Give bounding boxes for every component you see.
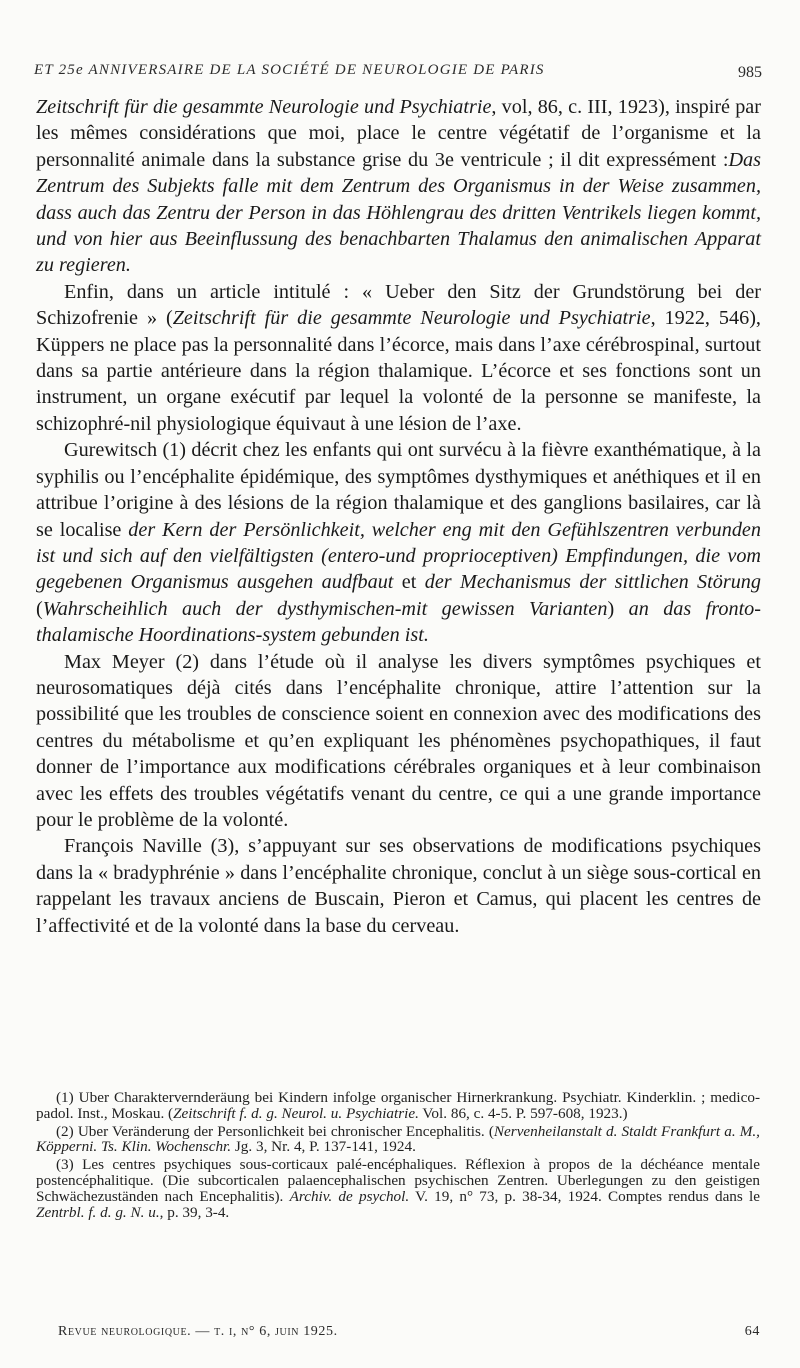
german-quote: an das fronto-thalamische Hoordinations-system gebunden ist. xyxy=(36,597,762,647)
footnote-text: (2) Uber Veränderung der Personlichkeit bei chronischer Encephalitis. ( xyxy=(56,1122,494,1140)
journal-footer: Revue neurologique. — t. i, n° 6, juin 1925. xyxy=(58,1324,338,1339)
footnotes xyxy=(36,1090,760,1222)
signature-mark: 64 xyxy=(744,1324,760,1339)
footnote-1 xyxy=(36,1090,760,1122)
paragraph-gurewitsch xyxy=(36,437,761,648)
german-quote: Wahrscheihlich auch der dysthymischen-mit gewissen Varianten xyxy=(42,597,608,620)
paragraph-text: Gurewitsch (1) décrit chez les enfants qui ont survécu à la fièvre exanthématique, à la syphilis ou l’encéphalite épidémique, des symptômes dysthymiques et anéthiques et il en attribue l’origine à des lésions de la région thalamique et des ganglions basilaires, car là se localise xyxy=(36,439,761,541)
journal-title: Zeitschrift für die gesammte Neurologie und Psychiatrie xyxy=(36,96,492,118)
paragraph-naville: François Naville (3), s’appuyant sur ses observations de modifications psychiques dans la « bradyphrénie » dans l’encéphalite chronique, conclut à un siège sous-cortical en rappelant les travaux anciens de Buscain, Pieron et Camus, qui placent les centres de l’affectivité et de la volonté dans la base du cerveau. xyxy=(36,835,761,937)
footnote-text: , p. 39, 3-4. xyxy=(159,1203,230,1221)
footnote-text: (3) Les centres psychiques sous-corticaux palé-encéphaliques. Réflexion à propos de la déchéance mentale postencéphalitique. (Die subcorticalen palaencephalischen psychischen Zentren. Uberlegungen zu den geistigen Schwächezuständen nach Encephalitis). xyxy=(36,1156,760,1205)
paragraph-text: , vol, 86, c. III, 1923), inspiré par les mêmes considérations que moi, place le centre végétatif de l’organisme et la personnalité animale dans la substance grise du 3e ventricule ; il dit expressément : xyxy=(36,96,761,171)
footnote-citation: Zentrbl. f. d. g. N. u. xyxy=(36,1203,160,1221)
paragraph-text: ( xyxy=(36,597,43,620)
footnote-text: Jg. 3, Nr. 4, P. 137-141, 1924. xyxy=(231,1138,416,1156)
footnote-3 xyxy=(36,1157,760,1220)
journal-title: Zeitschrift für die gesammte Neurologie und Psychiatrie xyxy=(172,307,651,330)
paragraph-max-meyer: Max Meyer (2) dans l’étude où il analyse les divers symptômes psychiques et neurosomatiques déjà cités dans l’encéphalite chronique, attire l’attention sur la possibilité que les troubles de conscience soient en connexion avec des modifications des centres du métabolisme et qu’en expliquant les phénomènes psychopathiques, il faut donner de l’importance aux modifications cérébrales organiques et à leur combinaison avec les effets des troubles végétatifs venant du centre, ce qui a une grande importance pour le problème de la volonté. xyxy=(36,650,761,831)
german-quote: der Kern der Persönlichkeit, welcher eng mit den Gefühlszentren verbunden ist und sich auf den vielfältigsten (entero-und proprioceptiven) Empfindungen, die vom gegebenen Organismus ausgehen audfbaut xyxy=(36,518,761,594)
german-quote: der Mechanismus der sittlichen Störung xyxy=(424,571,761,594)
footnote-citation: Zeitschrift f. d. g. Neurol. u. Psychiatrie. xyxy=(173,1104,419,1122)
body-text xyxy=(36,94,761,939)
paragraph-text: , 1922, 546), Küppers ne place pas la personnalité dans l’écorce, mais dans l’axe cérébrospinal, surtout dans sa partie antérieure dans la région thalamique. L’écorce et ses fonctions sont un instrument, un organe exécutif par lequel la volonté de la personne se manifeste, la schizophré-nil physiologique équivaut à une lésion de l’axe. xyxy=(36,307,761,435)
footnote-text: V. 19, n° 73, p. 38-34, 1924. Comptes rendus dans le xyxy=(409,1187,761,1205)
footnote-text: (1) Uber Charaktervernderäung bei Kindern infolge organischer Hirnerkrankung. Psychiatr. Kinderklin. ; medico-padol. Inst., Moskau. ( xyxy=(36,1089,760,1122)
paragraph-kuppers xyxy=(36,279,761,437)
german-quote: Das Zentrum des Subjekts falle mit dem Zentrum des Organismus in der Weise zusammen, dass auch das Zentru der Person in das Höhlengrau des dritten Ventrikels liegen kommt, und von hier aus Beeinflussung des benachbarten Thalamus den animalischen Apparat zu regieren. xyxy=(36,148,761,277)
running-header: ET 25e ANNIVERSAIRE DE LA SOCIÉTÉ DE NEUROLOGIE DE PARIS xyxy=(34,62,545,78)
footnote-citation: Nervenheilanstalt d. Staldt Frankfurt a. M., Köpperni. Ts. Klin. Wochenschr. xyxy=(36,1122,760,1156)
paragraph-text: et xyxy=(393,571,425,594)
paragraph-zeitschrift-continuation xyxy=(36,94,761,279)
footnote-text: Vol. 86, c. 4-5. P. 597-608, 1923.) xyxy=(418,1104,628,1122)
footnote-2 xyxy=(36,1124,760,1156)
footnote-citation: Archiv. de psychol. xyxy=(289,1187,410,1205)
paragraph-text: Enfin, dans un article intitulé : « Ueber den Sitz der Grundstörung bei der Schizofrenie » ( xyxy=(36,280,761,330)
paragraph-text: ) xyxy=(607,597,629,620)
page-number: 985 xyxy=(738,64,762,81)
